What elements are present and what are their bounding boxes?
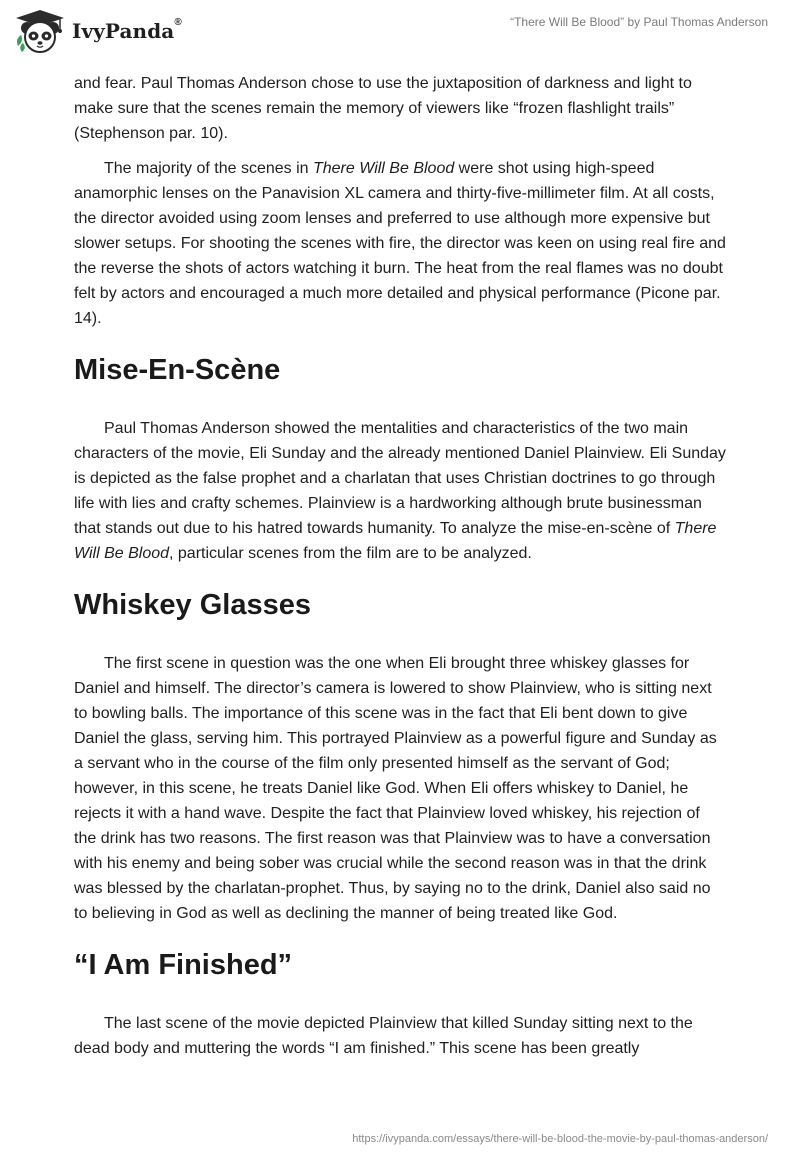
panda-graduate-icon: [14, 8, 66, 54]
paragraph-5: The last scene of the movie depicted Plainview that killed Sunday sitting next to the dead body and muttering the words “I am finished.” This scene has been greatly: [74, 1015, 693, 1057]
film-title-italic: There Will Be Blood: [312, 160, 455, 177]
heading-whiskey-glasses: Whiskey Glasses: [74, 589, 311, 621]
registered-mark: ®: [174, 17, 182, 28]
ivypanda-logo[interactable]: [14, 8, 182, 54]
paragraph-2: The majority of the scenes in There Will Be Blood were shot using high-speed anamorphic lenses on the Panavision XL camera and thirty-five-millimeter film. At all costs, the director avoided using zoom lenses and preferred to use although more expensive but slower setups. For shooting the scenes with fire, the director was keen on using real fire and the reverse the shots of actors watching it burn. The heat from the real flames was no doubt felt by actors and encouraged a much more detailed and physical performance (Picone par. 14).: [74, 160, 726, 327]
film-title-italic: There Will Be Blood: [74, 520, 717, 562]
heading-mise-en-scene: Mise-En-Scène: [74, 354, 281, 386]
brand-name: IvyPanda®: [72, 17, 182, 43]
essay-body: [74, 71, 726, 1071]
source-url-link[interactable]: https://ivypanda.com/essays/there-will-be-blood-the-movie-by-paul-thomas-anderson/: [352, 1133, 768, 1145]
paragraph-4: The first scene in question was the one when Eli brought three whiskey glasses for Daniel and himself. The director’s camera is lowered to show Plainview, who is sitting next to bowling balls. The importance of this scene was in the fact that Eli bent down to give Daniel the glass, serving him. This portrayed Plainview as a powerful figure and Sunday as a servant who in the course of the film only presented himself as the servant of God; however, in this scene, he treats Daniel like God. When Eli offers whiskey to Daniel, he rejects it with a hand wave. Despite the fact that Plainview loved whiskey, his rejection of the drink has two reasons. The first reason was that Plainview was to have a conversation with his enemy and being sober was crucial while the second reason was in that the drink was blessed by the charlatan-prophet. Thus, by saying no to the drink, Daniel also said no to believing in God as well as declining the manner of being treated like God.: [74, 655, 717, 922]
heading-i-am-finished: “I Am Finished”: [74, 949, 293, 981]
paragraph-3: Paul Thomas Anderson showed the mentalities and characteristics of the two main characters of the movie, Eli Sunday and the already mentioned Daniel Plainview. Eli Sunday is depicted as the false prophet and a charlatan that uses Christian doctrines to go through life with lies and crafty schemes. Plainview is a hardworking although brute businessman that stands out due to his hatred towards humanity. To analyze the mise-en-scène of There Will Be Blood, particular scenes from the film are to be analyzed.: [74, 420, 726, 562]
document-title: “There Will Be Blood” by Paul Thomas Anderson: [510, 15, 768, 29]
paragraph-1: and fear. Paul Thomas Anderson chose to use the juxtaposition of darkness and light to make sure that the scenes remain the memory of viewers like “frozen flashlight trails” (Stephenson par. 10).: [74, 75, 692, 142]
page-header: [0, 0, 800, 66]
